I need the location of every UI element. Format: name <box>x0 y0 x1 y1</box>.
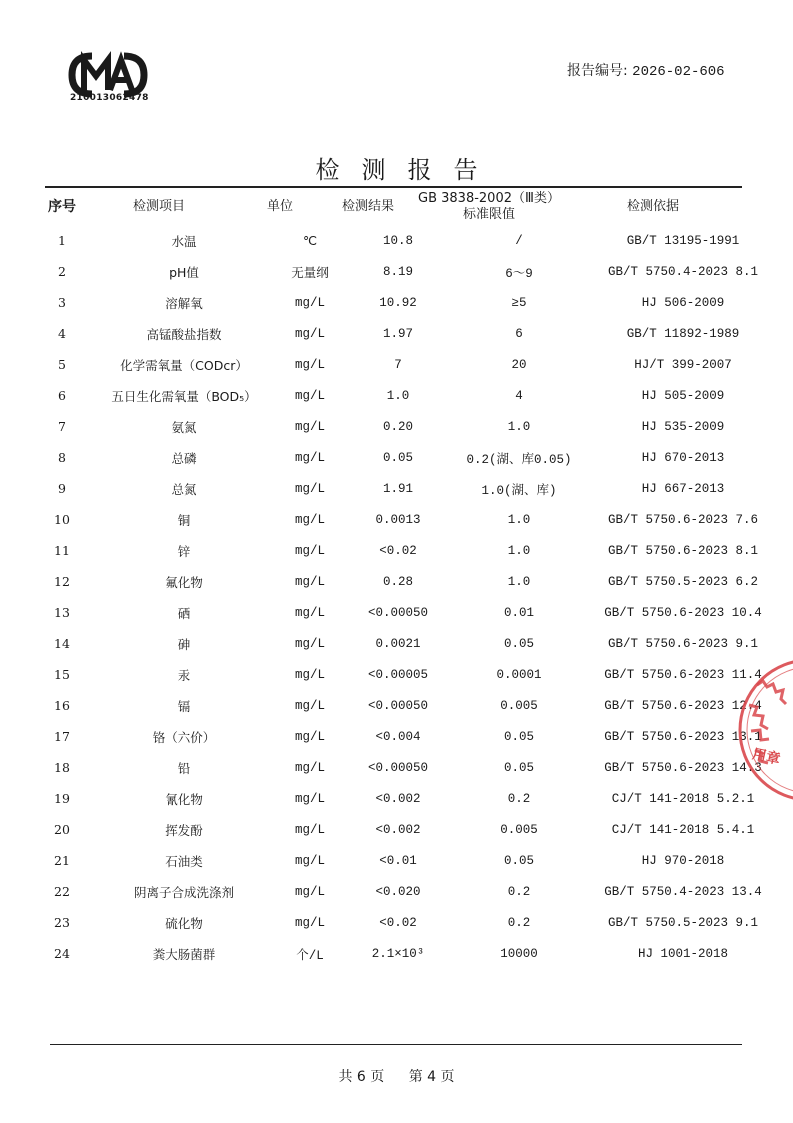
col-header-item: 检测项目 <box>132 199 185 214</box>
table-row <box>30 659 778 690</box>
row-item: 化学需氧量（CODcr） <box>120 357 248 373</box>
table-row <box>30 287 778 318</box>
row-limit: 0.2 <box>507 791 531 806</box>
row-limit: 0.05 <box>503 760 534 775</box>
col-header-unit: 单位 <box>266 199 293 214</box>
table-row <box>30 690 778 721</box>
results-table <box>30 225 778 969</box>
row-result: 0.05 <box>382 450 413 465</box>
row-seq: 11 <box>54 543 70 558</box>
row-result: 1.91 <box>382 481 413 496</box>
row-limit: 1.0 <box>507 543 531 558</box>
row-unit: mg/L <box>294 450 325 465</box>
row-result: <0.00005 <box>367 667 428 682</box>
row-limit: 10000 <box>500 946 538 961</box>
col-header-basis: 检测依据 <box>626 199 679 214</box>
row-limit: ≥5 <box>511 295 527 310</box>
row-seq: 20 <box>54 822 70 837</box>
row-seq: 13 <box>54 605 70 620</box>
table-row <box>30 814 778 845</box>
row-result: 0.20 <box>382 419 413 434</box>
row-seq: 15 <box>54 667 70 682</box>
row-seq: 22 <box>54 884 70 899</box>
table-row <box>30 473 778 504</box>
row-result: <0.02 <box>379 543 417 558</box>
row-item: 铅 <box>177 760 191 776</box>
row-limit: 1.0(湖、库) <box>481 483 557 498</box>
row-limit: 0.05 <box>503 729 534 744</box>
row-limit: 0.0001 <box>496 667 542 682</box>
row-result: 1.97 <box>382 326 413 341</box>
row-basis: HJ 1001-2018 <box>637 946 728 961</box>
col-header-limit-line2: 标准限值 <box>462 207 515 222</box>
row-result: 0.0013 <box>375 512 421 527</box>
row-seq: 2 <box>58 264 66 279</box>
table-row <box>30 566 778 597</box>
table-row <box>30 225 778 256</box>
footer-rule <box>50 1044 742 1045</box>
table-row <box>30 752 778 783</box>
row-seq: 6 <box>58 388 66 403</box>
row-limit: 0.01 <box>503 605 534 620</box>
report-number-value: 2026-02-606 <box>632 64 725 80</box>
row-limit: 0.05 <box>503 636 534 651</box>
table-row <box>30 318 778 349</box>
row-seq: 23 <box>54 915 70 930</box>
table-row <box>30 597 778 628</box>
row-basis: GB/T 11892-1989 <box>626 326 740 341</box>
row-unit: ℃ <box>302 234 318 249</box>
total-pages: 共 6 页 <box>338 1069 385 1085</box>
row-unit: mg/L <box>294 357 325 372</box>
row-seq: 18 <box>54 760 70 775</box>
seal-stamp <box>735 655 793 805</box>
row-item: 氟化物 <box>165 574 203 590</box>
row-limit: 0.005 <box>500 822 538 837</box>
page-footer <box>0 1066 793 1086</box>
col-header-limit <box>400 190 578 224</box>
row-item: pH值 <box>169 264 199 280</box>
row-result: <0.00050 <box>367 698 428 713</box>
table-row <box>30 783 778 814</box>
table-row <box>30 504 778 535</box>
row-seq: 10 <box>54 512 70 527</box>
row-basis: GB/T 5750.6-2023 13.1 <box>604 729 762 744</box>
row-unit: mg/L <box>294 574 325 589</box>
row-item: 硒 <box>177 605 191 621</box>
row-unit: mg/L <box>294 326 325 341</box>
seal-text: 用章 <box>750 746 782 768</box>
row-seq: 4 <box>58 326 66 341</box>
row-item: 总氮 <box>171 481 197 497</box>
row-unit: mg/L <box>294 667 325 682</box>
row-item: 锌 <box>177 543 191 559</box>
report-number <box>567 60 725 80</box>
row-unit: mg/L <box>294 791 325 806</box>
row-basis: GB/T 13195-1991 <box>626 233 740 248</box>
row-basis: HJ/T 399-2007 <box>634 357 732 372</box>
row-unit: mg/L <box>294 853 325 868</box>
row-item: 高锰酸盐指数 <box>146 326 222 342</box>
cma-code: 210013062478 <box>70 93 149 103</box>
col-header-limit-line1: GB 3838-2002（Ⅲ类） <box>418 191 560 206</box>
row-result: 10.92 <box>379 295 417 310</box>
row-limit: 1.0 <box>507 419 531 434</box>
page-title: 检测报告 <box>315 156 500 184</box>
row-unit: mg/L <box>294 605 325 620</box>
row-result: <0.00050 <box>367 760 428 775</box>
row-unit: 个/L <box>296 948 324 963</box>
row-basis: HJ 670-2013 <box>641 450 725 465</box>
row-basis: GB/T 5750.6-2023 8.1 <box>607 543 759 558</box>
row-basis: GB/T 5750.6-2023 7.6 <box>607 512 759 527</box>
row-result: <0.020 <box>375 884 421 899</box>
row-basis: GB/T 5750.6-2023 10.4 <box>604 605 762 620</box>
row-seq: 5 <box>58 357 66 372</box>
report-number-label: 报告编号: <box>567 63 628 79</box>
row-seq: 8 <box>58 450 66 465</box>
row-unit: mg/L <box>294 729 325 744</box>
row-item: 氰化物 <box>165 791 203 807</box>
row-basis: GB/T 5750.4-2023 13.4 <box>604 884 762 899</box>
row-item: 溶解氧 <box>165 295 203 311</box>
row-limit: 0.2(湖、库0.05) <box>466 452 572 467</box>
row-result: <0.00050 <box>367 605 428 620</box>
table-row <box>30 349 778 380</box>
row-basis: GB/T 5750.6-2023 14.3 <box>604 760 762 775</box>
row-item: 镉 <box>177 698 191 714</box>
row-item: 总磷 <box>171 450 197 466</box>
row-basis: HJ 535-2009 <box>641 419 725 434</box>
table-row <box>30 721 778 752</box>
row-seq: 1 <box>58 233 66 248</box>
row-result: 1.0 <box>386 388 410 403</box>
row-result: 10.8 <box>382 233 413 248</box>
row-item: 汞 <box>177 667 191 683</box>
row-basis: CJ/T 141-2018 5.2.1 <box>611 791 755 806</box>
row-unit: mg/L <box>294 915 325 930</box>
col-header-result: 检测结果 <box>341 199 394 214</box>
row-unit: mg/L <box>294 884 325 899</box>
row-unit: mg/L <box>294 636 325 651</box>
table-row <box>30 380 778 411</box>
row-item: 挥发酚 <box>165 822 203 838</box>
row-basis: GB/T 5750.5-2023 9.1 <box>607 915 759 930</box>
row-limit: 6 <box>515 326 523 341</box>
row-unit: mg/L <box>294 481 325 496</box>
row-basis: HJ 506-2009 <box>641 295 725 310</box>
row-result: <0.01 <box>379 853 417 868</box>
row-basis: HJ 505-2009 <box>641 388 725 403</box>
table-row <box>30 411 778 442</box>
row-unit: mg/L <box>294 419 325 434</box>
table-row <box>30 876 778 907</box>
row-basis: HJ 970-2018 <box>641 853 725 868</box>
row-item: 铬（六价） <box>152 729 216 745</box>
row-item: 石油类 <box>165 853 203 869</box>
row-item: 铜 <box>177 512 191 528</box>
row-seq: 21 <box>54 853 70 868</box>
row-seq: 9 <box>58 481 66 496</box>
row-item: 水温 <box>171 233 197 249</box>
row-unit: mg/L <box>294 698 325 713</box>
row-basis: HJ 667-2013 <box>641 481 725 496</box>
row-result: 0.28 <box>382 574 413 589</box>
row-unit: mg/L <box>294 760 325 775</box>
row-limit: 0.005 <box>500 698 538 713</box>
row-result: 0.0021 <box>375 636 421 651</box>
header-rule <box>45 186 742 188</box>
row-item: 阴离子合成洗涤剂 <box>133 884 234 900</box>
row-basis: GB/T 5750.6-2023 11.4 <box>604 667 762 682</box>
row-seq: 3 <box>58 295 66 310</box>
row-result: <0.002 <box>375 791 421 806</box>
row-item: 氨氮 <box>171 419 197 435</box>
row-limit: 4 <box>515 388 523 403</box>
row-unit: 无量纲 <box>291 266 329 281</box>
row-limit: 0.2 <box>507 915 531 930</box>
row-limit: 1.0 <box>507 574 531 589</box>
row-item: 硫化物 <box>165 915 203 931</box>
row-item: 砷 <box>177 636 191 652</box>
table-row <box>30 535 778 566</box>
row-result: <0.002 <box>375 822 421 837</box>
row-basis: GB/T 5750.6-2023 12.4 <box>604 698 762 713</box>
row-limit: 20 <box>511 357 527 372</box>
row-seq: 14 <box>54 636 70 651</box>
table-row <box>30 907 778 938</box>
row-limit: 0.05 <box>503 853 534 868</box>
row-limit: 6～9 <box>505 266 533 281</box>
row-result: <0.02 <box>379 915 417 930</box>
row-result: 8.19 <box>382 264 413 279</box>
row-result: 2.1×10³ <box>371 946 425 961</box>
table-row <box>30 938 778 969</box>
table-row <box>30 845 778 876</box>
table-row <box>30 628 778 659</box>
row-seq: 24 <box>54 946 70 961</box>
row-seq: 12 <box>54 574 70 589</box>
col-header-seq: 序号 <box>48 199 76 215</box>
row-item: 五日生化需氧量（BOD₅） <box>111 388 257 404</box>
table-row <box>30 442 778 473</box>
row-limit: 1.0 <box>507 512 531 527</box>
row-result: 7 <box>394 357 402 372</box>
row-unit: mg/L <box>294 543 325 558</box>
row-basis: GB/T 5750.5-2023 6.2 <box>607 574 759 589</box>
row-basis: GB/T 5750.4-2023 8.1 <box>607 264 759 279</box>
row-unit: mg/L <box>294 388 325 403</box>
row-item: 粪大肠菌群 <box>152 946 216 962</box>
row-seq: 19 <box>54 791 70 806</box>
row-basis: CJ/T 141-2018 5.4.1 <box>611 822 755 837</box>
current-page: 第 4 页 <box>408 1069 455 1085</box>
row-unit: mg/L <box>294 822 325 837</box>
row-result: <0.004 <box>375 729 421 744</box>
row-seq: 16 <box>54 698 70 713</box>
table-row <box>30 256 778 287</box>
row-limit: / <box>515 233 523 248</box>
row-seq: 17 <box>54 729 70 744</box>
row-unit: mg/L <box>294 512 325 527</box>
row-unit: mg/L <box>294 295 325 310</box>
row-basis: GB/T 5750.6-2023 9.1 <box>607 636 759 651</box>
row-seq: 7 <box>58 419 66 434</box>
row-limit: 0.2 <box>507 884 531 899</box>
